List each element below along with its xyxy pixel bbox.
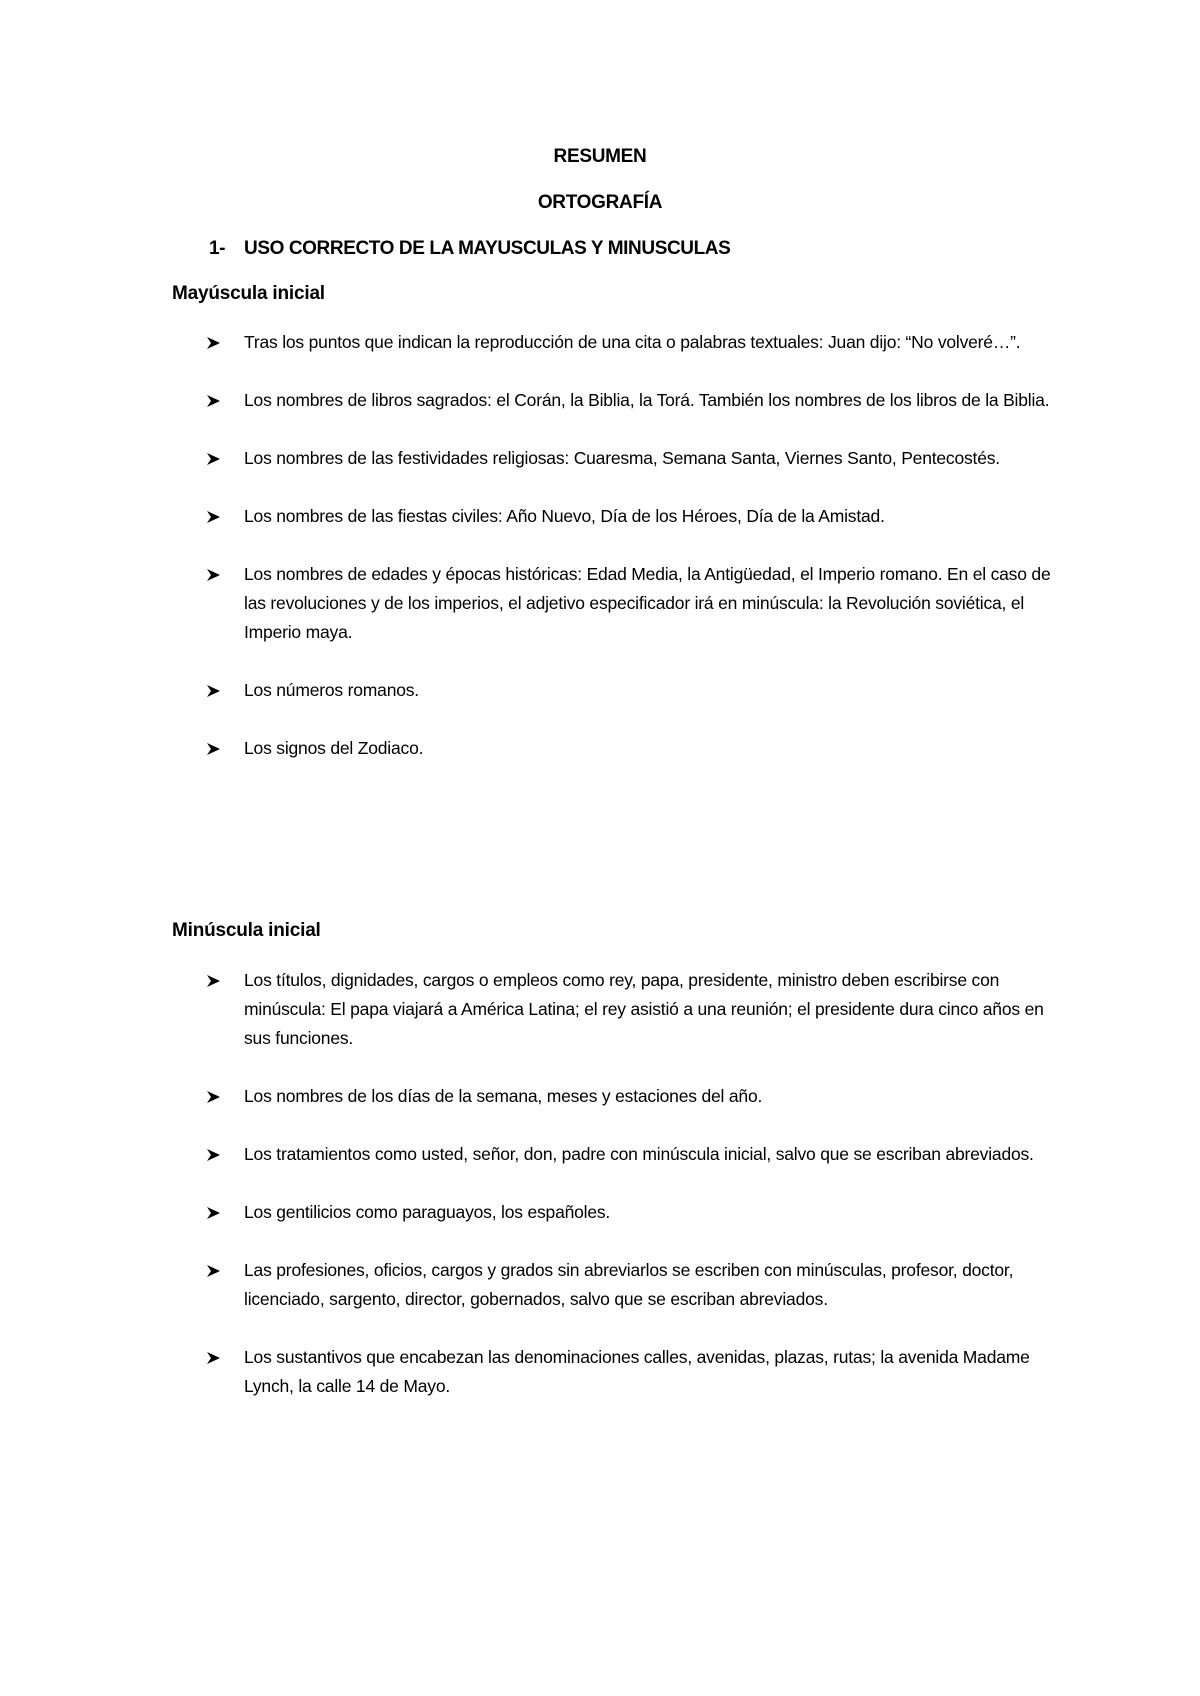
arrowhead-bullet-icon xyxy=(206,1343,224,1372)
list-item-text: Los nombres de edades y épocas históricas: Edad Media, la Antigüedad, el Imperio romano. En el caso de las revoluciones y de los imperios, el adjetivo especificador irá en minúscula: la Revolución soviética, el Imperio maya. xyxy=(244,564,1051,642)
list-item xyxy=(172,1140,1052,1169)
list-item xyxy=(172,734,1052,763)
list-item xyxy=(172,1256,1052,1314)
list-item-text: Los sustantivos que encabezan las denominaciones calles, avenidas, plazas, rutas; la avenida Madame Lynch, la calle 14 de Mayo. xyxy=(244,1347,1030,1396)
mayuscula-list xyxy=(172,328,1052,792)
list-item-text: Tras los puntos que indican la reproducción de una cita o palabras textuales: Juan dijo: “No volveré…”. xyxy=(244,332,1021,352)
list-item-text: Los nombres de las festividades religiosas: Cuaresma, Semana Santa, Viernes Santo, Pentecostés. xyxy=(244,448,1000,468)
list-item xyxy=(172,386,1052,415)
list-item xyxy=(172,966,1052,1053)
arrowhead-bullet-icon xyxy=(206,502,224,531)
arrowhead-bullet-icon xyxy=(206,966,224,995)
arrowhead-bullet-icon xyxy=(206,1198,224,1227)
section-title: USO CORRECTO DE LA MAYUSCULAS Y MINUSCULAS xyxy=(244,238,731,259)
document-subtitle: ORTOGRAFÍA xyxy=(537,192,663,213)
list-item-text: Los gentilicios como paraguayos, los españoles. xyxy=(244,1202,611,1222)
list-item xyxy=(172,444,1052,473)
arrowhead-bullet-icon xyxy=(206,676,224,705)
list-item-text: Los signos del Zodiaco. xyxy=(244,738,424,758)
document-title: RESUMEN xyxy=(553,146,647,167)
arrowhead-bullet-icon xyxy=(206,1140,224,1169)
list-item-text: Los títulos, dignidades, cargos o empleos como rey, papa, presidente, ministro deben escribirse con minúscula: El papa viajará a América Latina; el rey asistió a una reunión; el presidente dura cinco años en sus funciones. xyxy=(244,970,1044,1048)
section-heading-numbered xyxy=(209,238,730,260)
list-item xyxy=(172,1343,1052,1401)
arrowhead-bullet-icon xyxy=(206,1256,224,1285)
arrowhead-bullet-icon xyxy=(206,560,224,589)
list-item-text: Las profesiones, oficios, cargos y grados sin abreviarlos se escriben con minúsculas, profesor, doctor, licenciado, sargento, director, gobernados, salvo que se escriban abreviados. xyxy=(244,1260,1014,1309)
arrowhead-bullet-icon xyxy=(206,444,224,473)
list-item xyxy=(172,1082,1052,1111)
arrowhead-bullet-icon xyxy=(206,734,224,763)
list-item xyxy=(172,676,1052,705)
minuscula-heading: Minúscula inicial xyxy=(172,920,321,941)
section-number: 1- xyxy=(209,238,226,259)
minuscula-list xyxy=(172,966,1052,1430)
arrowhead-bullet-icon xyxy=(206,1082,224,1111)
list-item-text: Los nombres de las fiestas civiles: Año Nuevo, Día de los Héroes, Día de la Amistad. xyxy=(244,506,885,526)
list-item-text: Los nombres de libros sagrados: el Corán, la Biblia, la Torá. También los nombres de los libros de la Biblia. xyxy=(244,390,1050,410)
list-item-text: Los números romanos. xyxy=(244,680,419,700)
list-item xyxy=(172,560,1052,647)
list-item-text: Los nombres de los días de la semana, meses y estaciones del año. xyxy=(244,1086,763,1106)
mayuscula-heading: Mayúscula inicial xyxy=(172,283,325,304)
list-item-text: Los tratamientos como usted, señor, don, padre con minúscula inicial, salvo que se escriban abreviados. xyxy=(244,1144,1034,1164)
arrowhead-bullet-icon xyxy=(206,328,224,357)
arrowhead-bullet-icon xyxy=(206,386,224,415)
list-item xyxy=(172,502,1052,531)
list-item xyxy=(172,1198,1052,1227)
list-item xyxy=(172,328,1052,357)
